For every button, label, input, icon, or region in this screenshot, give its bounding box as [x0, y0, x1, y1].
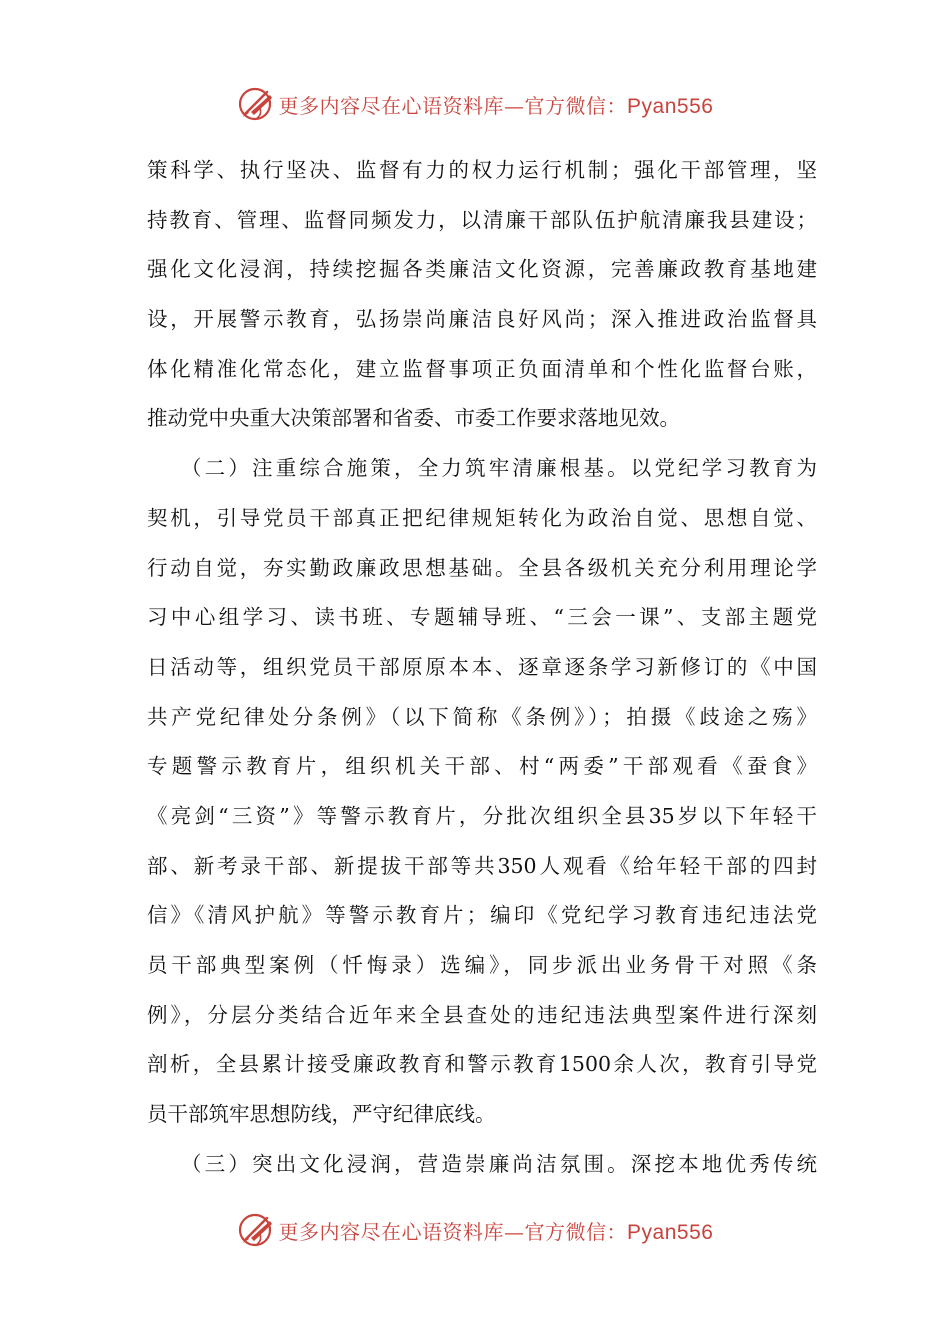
wechat-id: Pyan556	[627, 94, 714, 118]
text-line: 契机，引导党员干部真正把纪律规矩转化为政治自觉、思想自觉、	[147, 505, 817, 530]
document-body	[147, 146, 817, 1189]
text-line: （二）注重综合施策，全力筑牢清廉根基。以党纪学习教育为	[181, 456, 817, 481]
text-line: 专题警示教育片，组织机关干部、村“两委”干部观看《蚕食》	[147, 754, 817, 779]
text-line: 员干部筑牢思想防线，严守纪律底线。	[147, 1102, 496, 1127]
text-line: 强化文化浸润，持续挖掘各类廉洁文化资源，完善廉政教育基地建	[147, 257, 817, 282]
text-line: 习中心组学习、读书班、专题辅导班、“三会一课”、支部主题党	[147, 605, 817, 630]
footer-banner	[0, 1208, 950, 1252]
pen-logo-icon	[237, 84, 277, 124]
banner-text: 更多内容尽在心语资料库—官方微信：Pyan556	[278, 1219, 714, 1244]
wechat-id: Pyan556	[627, 1220, 714, 1244]
pen-logo-icon	[237, 1210, 277, 1250]
text-line: 信》《清风护航》等警示教育片；编印《党纪学习教育违纪违法党	[147, 903, 817, 928]
header-banner	[0, 82, 950, 126]
paragraph-1	[147, 146, 817, 444]
text-line: 日活动等，组织党员干部原原本本、逐章逐条学习新修订的《中国	[147, 654, 817, 679]
text-line: 员干部典型案例（忏悔录）选编》，同步派出业务骨干对照《条	[147, 953, 817, 977]
text-line: 推动党中央重大决策部署和省委、市委工作要求落地见效。	[147, 406, 680, 431]
text-line: 体化精准化常态化，建立监督事项正负面清单和个性化监督台账，	[147, 356, 817, 381]
text-line: 共产党纪律处分条例》（以下简称《条例》）；拍摄《歧途之殇》	[147, 704, 817, 729]
banner-text: 更多内容尽在心语资料库—官方微信：Pyan556	[278, 93, 714, 118]
text-line: 持教育、管理、监督同频发力，以清廉干部队伍护航清廉我县建设；	[147, 207, 817, 232]
text-line: 策科学、执行坚决、监督有力的权力运行机制；强化干部管理，坚	[147, 158, 817, 182]
paragraph-2	[147, 444, 817, 1140]
text-line: 剖析，全县累计接受廉政教育和警示教育1500余人次，教育引导党	[147, 1052, 817, 1077]
paragraph-3	[147, 1140, 817, 1190]
text-line: 设，开展警示教育，弘扬崇尚廉洁良好风尚；深入推进政治监督具	[147, 307, 817, 332]
text-line: 部、新考录干部、新提拔干部等共350人观看《给年轻干部的四封	[147, 853, 817, 878]
text-line: 行动自觉，夯实勤政廉政思想基础。全县各级机关充分利用理论学	[147, 555, 817, 580]
text-line: 例》，分层分类结合近年来全县查处的违纪违法典型案件进行深刻	[147, 1002, 817, 1027]
text-line: 《亮剑“三资”》等警示教育片，分批次组织全县35岁以下年轻干	[147, 803, 817, 828]
text-line: （三）突出文化浸润，营造崇廉尚洁氛围。深挖本地优秀传统	[181, 1151, 817, 1176]
